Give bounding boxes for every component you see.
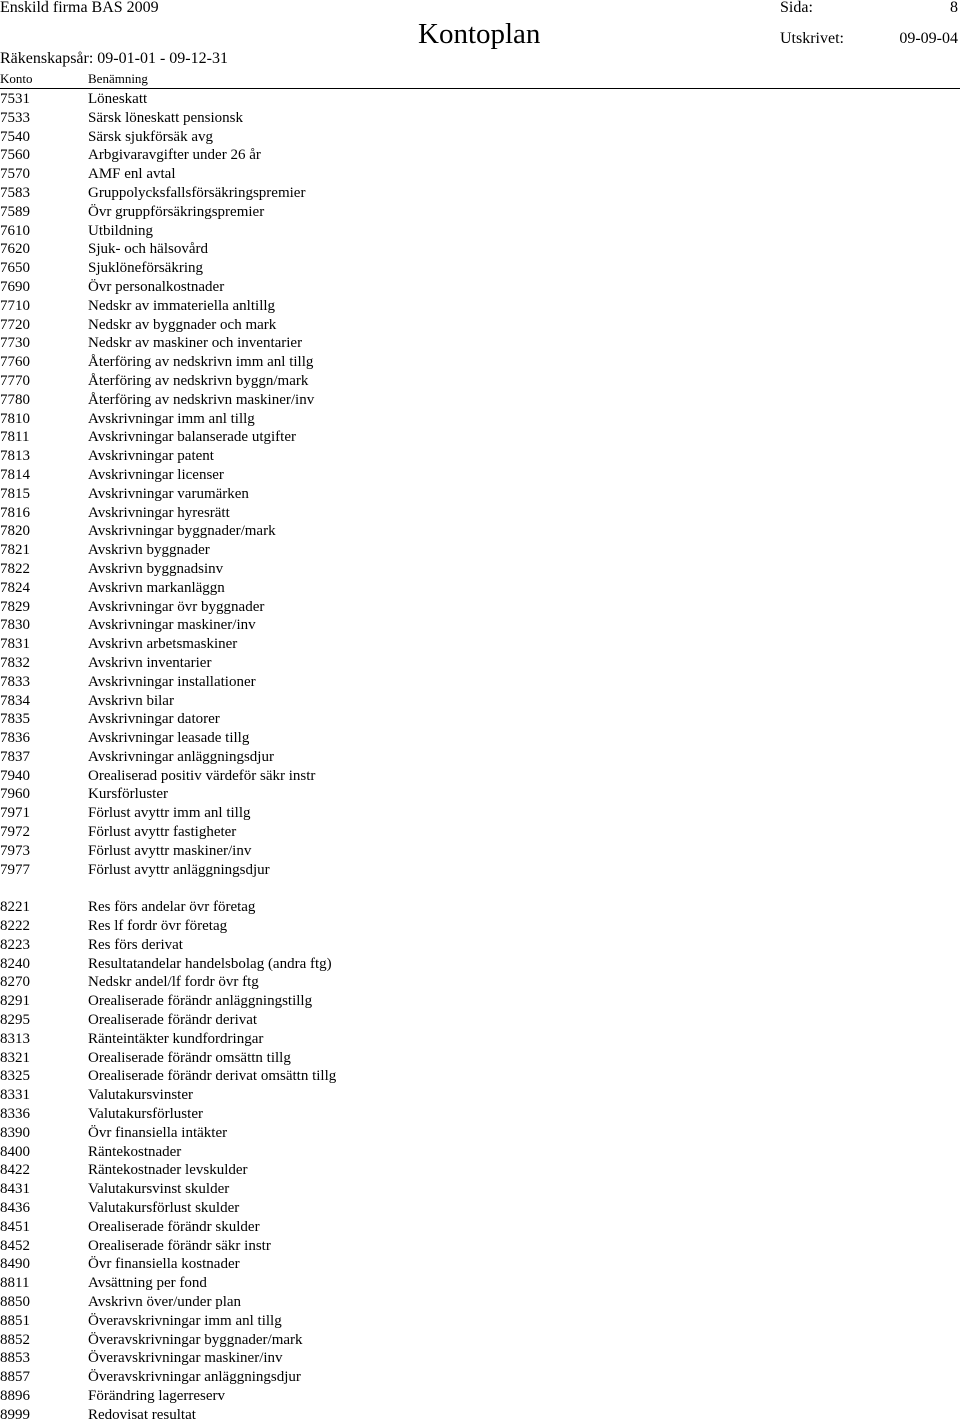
account-name: Res förs derivat: [88, 936, 183, 953]
account-row: [0, 955, 960, 974]
account-name: Avskrivn byggnader: [88, 542, 210, 559]
account-row: [0, 316, 960, 335]
column-header-name: Benämning: [88, 71, 148, 86]
account-code: 7570: [0, 166, 30, 183]
account-name: Utbildning: [88, 222, 154, 239]
account-code: 7977: [0, 861, 30, 878]
account-code: 7835: [0, 711, 30, 728]
account-row: [0, 165, 960, 184]
account-row: [0, 372, 960, 391]
account-row: [0, 861, 960, 880]
account-name: Avskrivningar imm anl tillg: [88, 410, 255, 427]
account-row: [0, 391, 960, 410]
account-name: Återföring av nedskrivn maskiner/inv: [88, 391, 315, 408]
account-row: [0, 748, 960, 767]
account-code: 7720: [0, 316, 30, 333]
account-code: 7813: [0, 448, 30, 465]
account-row: [0, 278, 960, 297]
group-separator: [0, 879, 960, 898]
account-code: 7834: [0, 692, 30, 709]
account-name: Särsk löneskatt pensionsk: [88, 109, 243, 126]
account-name: Avskrivn byggnadsinv: [88, 560, 224, 577]
account-code: 8490: [0, 1256, 30, 1273]
account-row: [0, 504, 960, 523]
account-code: 8431: [0, 1181, 30, 1198]
account-code: 7780: [0, 391, 30, 408]
account-name: AMF enl avtal: [88, 166, 176, 183]
account-name: Avskrivningar övr byggnader: [88, 598, 265, 615]
account-name: Resultatandelar handelsbolag (andra ftg): [88, 955, 332, 972]
printed-label: Utskrivet:: [780, 30, 844, 47]
column-header-account: Konto: [0, 71, 33, 86]
account-row: [0, 936, 960, 955]
account-name: Förändring lagerreserv: [88, 1387, 226, 1404]
account-row: [0, 428, 960, 447]
account-code: 7836: [0, 730, 30, 747]
account-row: [0, 710, 960, 729]
account-code: 8295: [0, 1012, 30, 1029]
account-code: 7821: [0, 542, 30, 559]
account-name: Förlust avyttr fastigheter: [88, 824, 237, 841]
account-code: 7540: [0, 128, 30, 145]
account-row: [0, 240, 960, 259]
account-code: 7830: [0, 617, 30, 634]
account-code: 8857: [0, 1369, 30, 1386]
account-row: [0, 1124, 960, 1143]
account-name: Avskrivningar varumärken: [88, 485, 249, 502]
account-row: [0, 1143, 960, 1162]
account-row: [0, 692, 960, 711]
account-name: Orealiserade förändr skulder: [88, 1218, 260, 1235]
account-name: Nedskr av maskiner och inventarier: [88, 335, 303, 352]
account-code: 8325: [0, 1068, 30, 1085]
account-row: [0, 1049, 960, 1068]
account-code: 7815: [0, 485, 30, 502]
account-code: 8390: [0, 1124, 30, 1141]
account-name: Avskrivningar licenser: [88, 466, 224, 483]
account-row: [0, 1199, 960, 1218]
account-row: [0, 898, 960, 917]
account-name: Sjuk- och hälsovård: [88, 241, 208, 258]
account-name: Avskrivn inventarier: [88, 654, 212, 671]
account-code: 7811: [0, 429, 30, 446]
account-name: Orealiserad positiv värdeför säkr instr: [88, 767, 316, 784]
page-label: Sida:: [780, 0, 813, 16]
account-code: 8400: [0, 1143, 30, 1160]
account-code: 7610: [0, 222, 30, 239]
account-name: Förlust avyttr imm anl tillg: [88, 805, 251, 822]
account-name: Överavskrivningar byggnader/mark: [88, 1331, 303, 1348]
account-code: 7730: [0, 335, 30, 352]
account-code: 8270: [0, 974, 30, 991]
account-name: Återföring av nedskrivn byggn/mark: [88, 372, 309, 389]
account-code: 7832: [0, 654, 30, 671]
account-name: Res förs andelar övr företag: [88, 899, 256, 916]
account-row: [0, 804, 960, 823]
account-row: [0, 109, 960, 128]
account-row: [0, 541, 960, 560]
account-row: [0, 203, 960, 222]
account-code: 8852: [0, 1331, 30, 1348]
account-code: 7831: [0, 636, 30, 653]
account-code: 7837: [0, 748, 30, 765]
account-row: [0, 184, 960, 203]
account-code: 7533: [0, 109, 30, 126]
account-row: [0, 1274, 960, 1293]
account-row: [0, 90, 960, 109]
account-code: 8896: [0, 1387, 30, 1404]
account-name: Räntekostnader: [88, 1143, 182, 1160]
account-code: 8221: [0, 899, 30, 916]
account-code: 8321: [0, 1049, 30, 1066]
account-code: 8451: [0, 1218, 30, 1235]
account-code: 7833: [0, 673, 30, 690]
account-name: Kursförluster: [88, 786, 168, 803]
account-row: [0, 973, 960, 992]
account-code: 7650: [0, 260, 30, 277]
account-code: 8336: [0, 1106, 30, 1123]
account-row: [0, 1218, 960, 1237]
company-name: Enskild firma BAS 2009: [0, 0, 159, 16]
account-name: Avskrivn arbetsmaskiner: [88, 636, 238, 653]
account-code: 8436: [0, 1200, 30, 1217]
account-name: Valutakursvinster: [88, 1087, 193, 1104]
account-name: Orealiserade förändr derivat: [88, 1012, 258, 1029]
account-row: [0, 579, 960, 598]
account-row: [0, 560, 960, 579]
account-row: [0, 222, 960, 241]
account-name: Övr finansiella kostnader: [88, 1256, 240, 1273]
account-code: 7620: [0, 241, 30, 258]
account-row: [0, 842, 960, 861]
account-name: Avskrivningar maskiner/inv: [88, 617, 256, 634]
account-code: 7760: [0, 354, 30, 371]
page-title: Kontoplan: [418, 18, 541, 50]
account-name: Räntekostnader levskulder: [88, 1162, 248, 1179]
account-name: Avsättning per fond: [88, 1275, 207, 1292]
account-name: Överavskrivningar anläggningsdjur: [88, 1369, 301, 1386]
account-name: Valutakursförluster: [88, 1106, 203, 1123]
account-name: Nedskr av byggnader och mark: [88, 316, 277, 333]
account-row: [0, 128, 960, 147]
account-code: 8291: [0, 993, 30, 1010]
account-name: Löneskatt: [88, 91, 148, 107]
account-code: 7971: [0, 805, 30, 822]
account-row: [0, 767, 960, 786]
account-row: [0, 616, 960, 635]
account-row: [0, 1237, 960, 1256]
account-name: Nedskr av immateriella anltillg: [88, 297, 276, 314]
account-code: 7940: [0, 767, 30, 784]
account-row: [0, 1255, 960, 1274]
account-name: Särsk sjukförsäk avg: [88, 128, 213, 145]
account-row: [0, 1105, 960, 1124]
printed-date: 09-09-04: [899, 30, 958, 47]
account-row: [0, 297, 960, 316]
account-name: Avskrivningar byggnader/mark: [88, 523, 276, 540]
account-code: 7770: [0, 372, 30, 389]
account-code: 8331: [0, 1087, 30, 1104]
account-name: Avskrivningar patent: [88, 448, 214, 465]
account-name: Avskrivningar installationer: [88, 673, 256, 690]
account-name: Återföring av nedskrivn imm anl tillg: [88, 354, 314, 371]
account-name: Redovisat resultat: [88, 1406, 196, 1423]
account-name: Överavskrivningar maskiner/inv: [88, 1350, 283, 1367]
account-code: 7810: [0, 410, 30, 427]
header-divider: [0, 88, 960, 89]
account-row: [0, 729, 960, 748]
account-code: 7583: [0, 184, 30, 201]
account-name: Orealiserade förändr säkr instr: [88, 1237, 271, 1254]
account-code: 8422: [0, 1162, 30, 1179]
account-code: 7589: [0, 203, 30, 220]
account-row: [0, 992, 960, 1011]
account-name: Orealiserade förändr omsättn tillg: [88, 1049, 291, 1066]
account-code: 7960: [0, 786, 30, 803]
page-number: 8: [950, 0, 958, 16]
account-code: 7972: [0, 824, 30, 841]
account-row: [0, 410, 960, 429]
account-code: 7531: [0, 91, 30, 107]
account-code: 8313: [0, 1030, 30, 1047]
account-name: Avskrivningar balanserade utgifter: [88, 429, 296, 446]
account-name: Nedskr andel/lf fordr övr ftg: [88, 974, 259, 991]
account-code: 7690: [0, 278, 30, 295]
account-row: [0, 1161, 960, 1180]
account-name: Valutakursförlust skulder: [88, 1200, 240, 1217]
account-code: 7822: [0, 560, 30, 577]
account-code: 8452: [0, 1237, 30, 1254]
account-name: Res lf fordr övr företag: [88, 918, 228, 935]
account-row: [0, 635, 960, 654]
account-code: 7560: [0, 147, 30, 164]
account-name: Avskrivn bilar: [88, 692, 174, 709]
account-code: 8240: [0, 955, 30, 972]
account-row: [0, 334, 960, 353]
account-name: Förlust avyttr maskiner/inv: [88, 842, 252, 859]
account-name: Arbgivaravgifter under 26 år: [88, 147, 261, 164]
account-code: 7710: [0, 297, 30, 314]
account-row: [0, 1067, 960, 1086]
account-name: Övr gruppförsäkringspremier: [88, 203, 265, 220]
account-row: [0, 1312, 960, 1331]
account-name: Avskrivningar leasade tillg: [88, 730, 250, 747]
account-row: [0, 917, 960, 936]
account-row: [0, 466, 960, 485]
account-name: Ränteintäkter kundfordringar: [88, 1030, 264, 1047]
account-row: [0, 1387, 960, 1406]
account-name: Avskrivningar hyresrätt: [88, 504, 230, 521]
account-row: [0, 485, 960, 504]
account-row: [0, 146, 960, 165]
account-row: [0, 823, 960, 842]
account-code: 8811: [0, 1275, 30, 1292]
account-name: Övr personalkostnader: [88, 278, 225, 295]
account-name: Överavskrivningar imm anl tillg: [88, 1312, 282, 1329]
account-row: [0, 1011, 960, 1030]
account-row: [0, 1180, 960, 1199]
account-row: [0, 1086, 960, 1105]
account-name: Övr finansiella intäkter: [88, 1124, 228, 1141]
account-name: Valutakursvinst skulder: [88, 1181, 230, 1198]
account-code: 8222: [0, 918, 30, 935]
account-code: 7814: [0, 466, 30, 483]
account-code: 8999: [0, 1406, 30, 1423]
account-code: 8850: [0, 1294, 30, 1310]
account-list: [0, 90, 960, 1425]
account-row: [0, 1030, 960, 1049]
account-row: [0, 1331, 960, 1350]
account-row: [0, 522, 960, 541]
account-name: Förlust avyttr anläggningsdjur: [88, 861, 270, 878]
account-row: [0, 259, 960, 278]
account-code: 7973: [0, 842, 30, 859]
account-row: [0, 598, 960, 617]
account-name: Avskrivningar anläggningsdjur: [88, 748, 274, 765]
account-row: [0, 1349, 960, 1368]
account-name: Orealiserade förändr anläggningstillg: [88, 993, 313, 1010]
account-code: 7820: [0, 523, 30, 540]
account-code: 7816: [0, 504, 30, 521]
account-row: [0, 353, 960, 372]
account-name: Gruppolycksfallsförsäkringspremier: [88, 184, 306, 201]
account-code: 8223: [0, 936, 30, 953]
account-name: Sjuklöneförsäkring: [88, 260, 203, 277]
account-code: 7829: [0, 598, 30, 615]
account-name: Orealiserade förändr derivat omsättn tillg: [88, 1068, 337, 1085]
account-row: [0, 447, 960, 466]
account-name: Avskrivn markanläggn: [88, 579, 225, 596]
fiscal-year: Räkenskapsår: 09-01-01 - 09-12-31: [0, 50, 228, 67]
account-row: [0, 1293, 960, 1312]
account-name: Avskrivningar datorer: [88, 711, 220, 728]
account-row: [0, 1368, 960, 1387]
account-row: [0, 785, 960, 804]
account-name: Avskrivn över/under plan: [88, 1294, 242, 1310]
account-code: 8851: [0, 1312, 30, 1329]
account-code: 8853: [0, 1350, 30, 1367]
account-row: [0, 654, 960, 673]
account-code: 7824: [0, 579, 30, 596]
account-row: [0, 673, 960, 692]
